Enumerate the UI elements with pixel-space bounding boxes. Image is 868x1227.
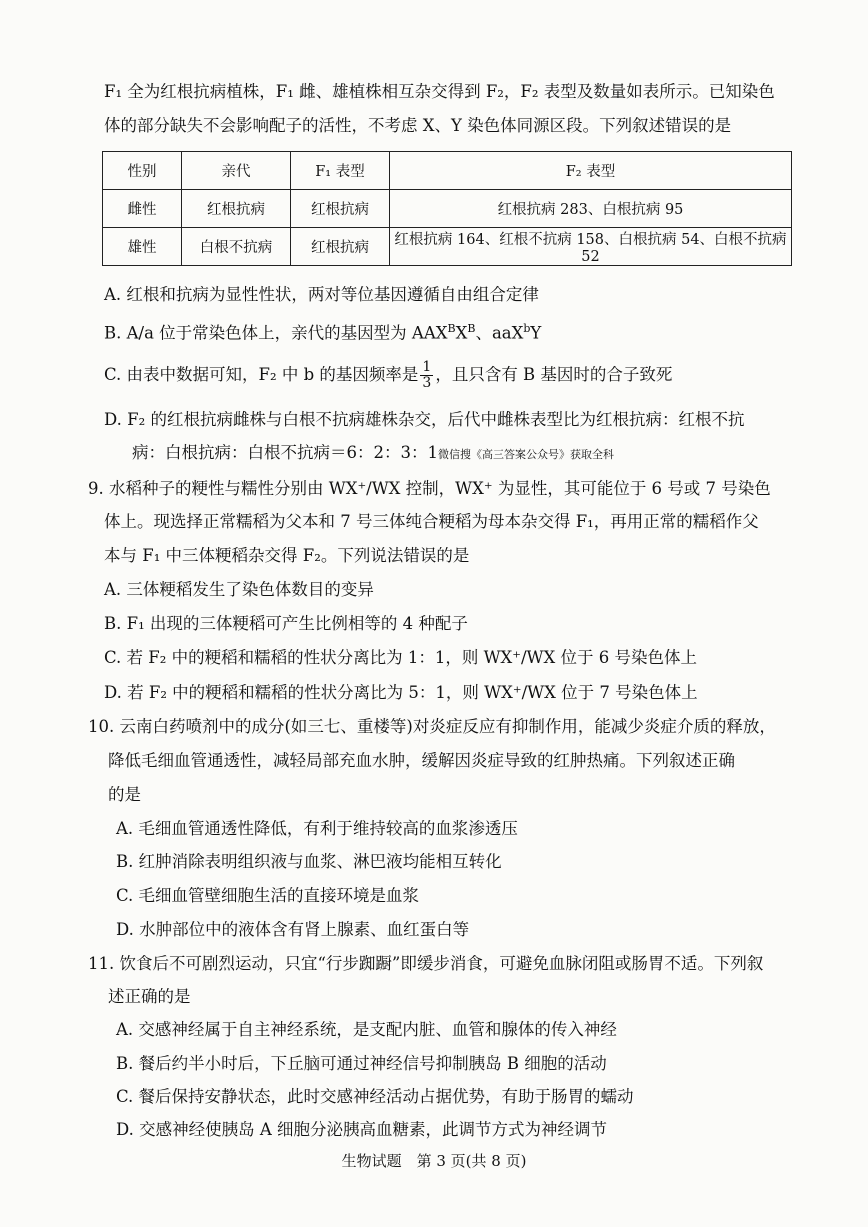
fraction: $\frac{1}{3}$ [422,359,432,391]
table-cell: 红根抗病 [182,190,291,228]
intro-line-2: 体的部分缺失不会影响配子的活性，不考虑 X、Y 染色体同源区段。下列叙述错误的是 [104,116,732,135]
table-header: F₂ 表型 [390,152,792,190]
q9-stem-line-2: 体上。现选择正常糯稻为父本和 7 号三体纯合粳稻为母本杂交得 F₁，再用正常的糯稻作父 [104,512,759,531]
table-cell: 红根抗病 [291,228,390,266]
table-cell: 白根不抗病 [182,228,291,266]
q8-option-b: B. A/a 位于常染色体上，亲代的基因型为 $AAX^BX^B$、aaX$^b$Y [104,322,542,343]
table-header: F₁ 表型 [291,152,390,190]
q9-option-a: A. 三体粳稻发生了染色体数目的变异 [104,580,374,599]
table-cell: 雌性 [103,190,182,228]
table-header-row [103,152,792,190]
table-cell: 红根抗病 164、红根不抗病 158、白根抗病 54、白根不抗病 52 [390,228,792,266]
table-cell: 红根抗病 [291,190,390,228]
q11-option-b: B. 餐后约半小时后，下丘脑可通过神经信号抑制胰岛 B 细胞的活动 [116,1054,607,1073]
q11-option-a: A. 交感神经属于自主神经系统，是支配内脏、血管和腺体的传入神经 [116,1020,617,1039]
q8-option-c: C. 由表中数据可知，F₂ 中 b 的基因频率是 $\frac{1}{3}$ ，且只含有 B 基因时的合子致死 [104,359,673,391]
q9-stem-line-1: 9. 水稻种子的粳性与糯性分别由 WX⁺/WX 控制，WX⁺ 为显性，其可能位于 6 号或 7 号染色 [88,479,771,498]
q10-option-b: B. 红肿消除表明组织液与血浆、淋巴液均能相互转化 [116,852,502,871]
q10-stem-line-1: 10. 云南白药喷剂中的成分(如三七、重楼等)对炎症反应有抑制作用，能减少炎症介质的释放， [88,717,776,736]
q8-option-d-line-1: D. F₂ 的红根抗病雌株与白根不抗病雄株杂交，后代中雌株表型比为红根抗病：红根不抗 [104,410,745,429]
q10-option-c: C. 毛细血管壁细胞生活的直接环境是血浆 [116,886,420,905]
q8-option-a: A. 红根和抗病为显性性状，两对等位基因遵循自由组合定律 [104,285,539,304]
q8-option-d-line-2: 病：白根抗病：白根不抗病＝6：2：3：1微信搜《高三答案公众号》获取全科 [132,443,614,462]
table-row [103,190,792,228]
table-cell: 雄性 [103,228,182,266]
intro-line-1: F₁ 全为红根抗病植株，F₁ 雌、雄植株相互杂交得到 F₂，F₂ 表型及数量如表所示。已知染色 [104,82,775,101]
q10-option-d: D. 水肿部位中的液体含有肾上腺素、血红蛋白等 [116,920,470,939]
q11-stem-line-2: 述正确的是 [108,987,191,1006]
watermark-text: 微信搜《高三答案公众号》获取全科 [438,448,614,461]
table-cell: 红根抗病 283、白根抗病 95 [390,190,792,228]
phenotype-table [102,151,792,266]
q11-stem-line-1: 11. 饮食后不可剧烈运动，只宜“行步踟蹰”即缓步消食，可避免血脉闭阻或肠胃不适。下列叙 [88,954,764,973]
q11-option-d: D. 交感神经使胰岛 A 细胞分泌胰高血糖素，此调节方式为神经调节 [116,1120,608,1139]
q11-option-c: C. 餐后保持安静状态，此时交感神经活动占据优势，有助于肠胃的蠕动 [116,1087,634,1106]
q9-option-c: C. 若 F₂ 中的粳稻和糯稻的性状分离比为 1：1，则 WX⁺/WX 位于 6 号染色体上 [104,648,697,667]
page-footer: 生物试题 第 3 页(共 8 页) [341,1152,527,1170]
q10-option-a: A. 毛细血管通透性降低，有利于维持较高的血浆渗透压 [116,819,518,838]
q9-option-b: B. F₁ 出现的三体粳稻可产生比例相等的 4 种配子 [104,614,468,633]
table-header: 亲代 [182,152,291,190]
q9-stem-line-3: 本与 F₁ 中三体粳稻杂交得 F₂。下列说法错误的是 [104,546,470,565]
q10-stem-line-3: 的是 [108,785,141,804]
table-header: 性别 [103,152,182,190]
q10-stem-line-2: 降低毛细血管通透性，减轻局部充血水肿，缓解因炎症导致的红肿热痛。下列叙述正确 [108,751,735,770]
table-row [103,228,792,266]
q9-option-d: D. 若 F₂ 中的粳稻和糯稻的性状分离比为 5：1，则 WX⁺/WX 位于 7 号染色体上 [104,683,698,702]
